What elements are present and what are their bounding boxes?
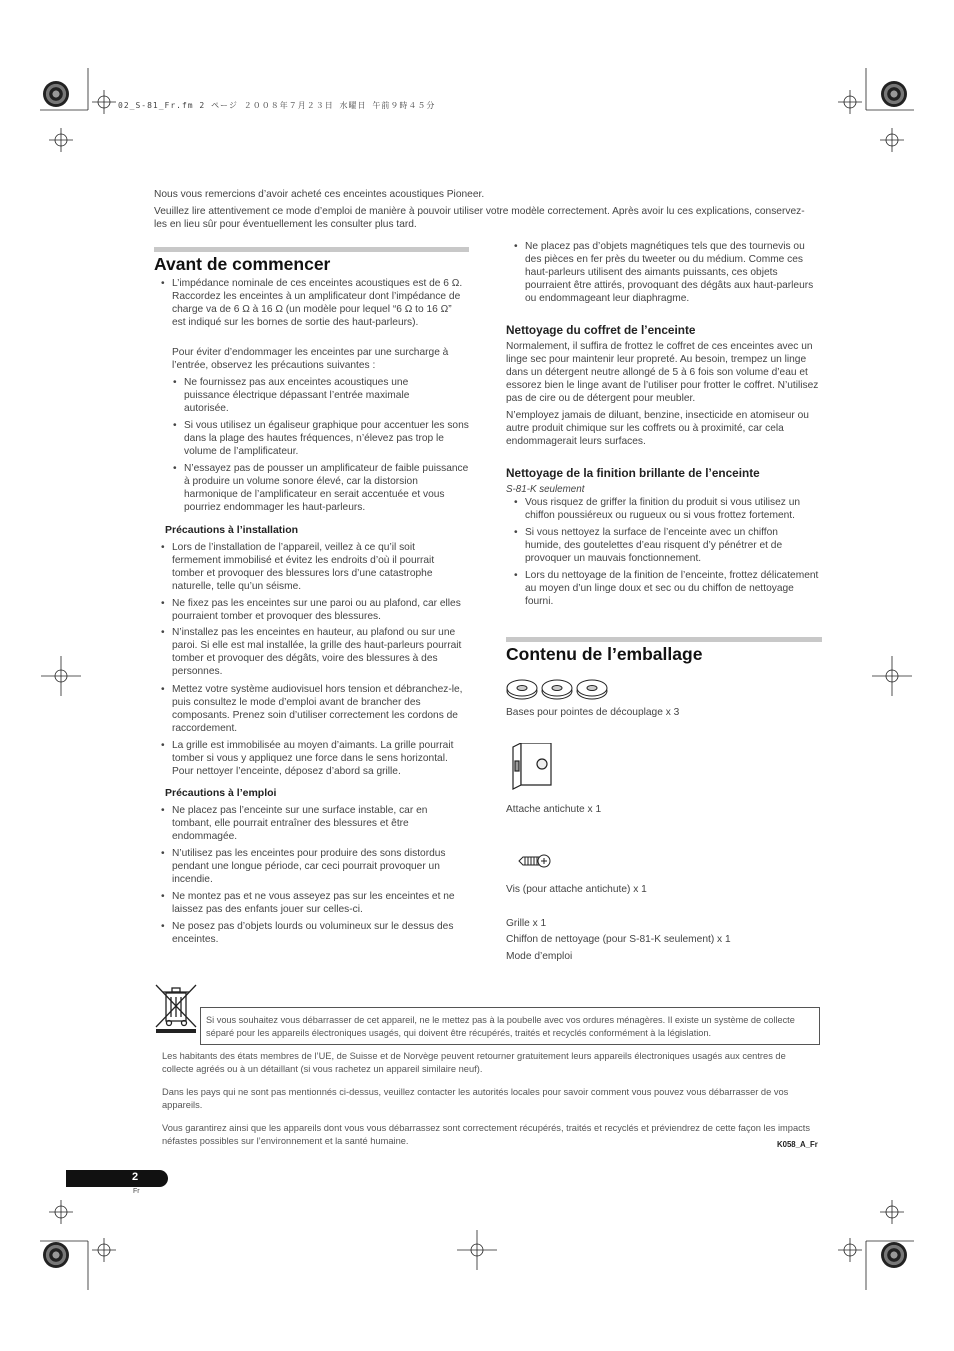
heading-gloss-cleaning: Nettoyage de la finition brillante de l’enceinte bbox=[506, 466, 760, 480]
section-title-contenu: Contenu de l’emballage bbox=[506, 644, 703, 664]
list-item-gloss-1: • Vous risquez de griffer la finition du produit si vous utilisez un chiffon poussiéreux ou rugueux ou si vous frottez fortement. bbox=[525, 496, 821, 522]
list-item-impedance: • L’impédance nominale de ces enceintes acoustiques est de 6 Ω. Raccordez les enceintes à un amplificateur dont l’impédance de charge va de 6 Ω à 16 Ω (un modèle pour lequel “6 Ω to 16 Ω” est indiqué sur les bornes de sortie des haut-parleurs). bbox=[172, 277, 468, 329]
list-item-use-2: • N’utilisez pas les enceintes pour produire des sons distordus pendant une longue période, car ceci pourrait provoquer un incendie. bbox=[172, 847, 470, 886]
list-item-use-4: • Ne posez pas d’objets lourds ou volumineux sur le dessus des enceintes. bbox=[172, 920, 470, 946]
heading-usage: Précautions à l’emploi bbox=[165, 787, 277, 799]
bracket-caption: Attache antichute x 1 bbox=[506, 804, 602, 815]
page-number: 2 bbox=[132, 1171, 139, 1183]
anti-fall-bracket-illustration bbox=[511, 743, 553, 791]
weee-notice-box bbox=[200, 1007, 820, 1045]
cabinet-cleaning-p2: N’employez jamais de diluant, benzine, insecticide en atomiseur ou autre produit chimique sur les coffrets ou à proximité, car cela endommagerait leurs surfaces. bbox=[506, 410, 809, 447]
list-item-sub-3: • N’essayez pas de pousser un amplificateur de faible puissance à produire un volume sonore élevé, car la distorsion harmonique de l’amplificateur en serait accentuée et vous pourriez endommager les haut-parleurs. bbox=[184, 462, 472, 514]
list-item-install-5: • La grille est immobilisée au moyen d’aimants. La grille pourrait tomber si vous y appliquez une force dans le sens horizontal. Pour nettoyer l’enceinte, déposez d’abord sa grille. bbox=[172, 739, 470, 778]
gloss-note: S-81-K seulement bbox=[506, 484, 585, 495]
page-number-tab bbox=[66, 1170, 168, 1187]
list-item-sub-1: • Ne fournissez pas aux enceintes acoustiques une puissance électrique dépassant l’entrée maximale autorisée. bbox=[184, 376, 454, 415]
cabinet-cleaning-p1: Normalement, il suffira de frottez le coffret de ces enceintes avec un linge sec pour maintenir leur propreté. Au besoin, trempez un linge dans un détergent neutre allongé de 5 à 6 fois son volume d’eau et essorez bien le linge avant de l’utiliser pour frotter le coffret. N’utilisez pas de cire ou de détergent pour meubler. bbox=[506, 341, 819, 404]
list-item-install-1: • Lors de l’installation de l’appareil, veillez à ce qu’il soit fermement immobilisé et évitez les endroits d’où il pourrait tomber et provoquer des blessures lors d’une catastrophe naturelle, telle qu’un séisme. bbox=[172, 541, 464, 593]
pads-caption: Bases pour pointes de découplage x 3 bbox=[506, 707, 680, 718]
heading-installation: Précautions à l’installation bbox=[165, 524, 299, 536]
grille-item: Grille x 1 bbox=[506, 918, 547, 929]
section-bar-right bbox=[506, 637, 822, 642]
list-item-use-1: • Ne placez pas l’enceinte sur une surface instable, car en tombant, elle pourrait entraîner des blessures et être endommagée. bbox=[172, 804, 464, 843]
list-item-install-4: • Mettez votre système audiovisuel hors tension et débranchez-le, puis consultez le mode d’emploi avant de brancher des composants. Prenez soin d’utiliser correctement les cordons de raccordement. bbox=[172, 683, 470, 735]
list-item-install-2: • Ne fixez pas les enceintes sur une paroi ou au plafond, car elles pourraient tomber et provoquer des blessures. bbox=[172, 597, 464, 623]
list-item-use-3: • Ne montez pas et ne vous asseyez pas sur les enceintes et ne laissez pas des enfants jouer sur celles-ci. bbox=[172, 890, 470, 916]
intro-thanks: Nous vous remercions d’avoir acheté ces enceintes acoustiques Pioneer. bbox=[154, 189, 485, 200]
weee-paragraph-2: Dans les pays qui ne sont pas mentionnés ci-dessus, veuillez contacter les autorités locales pour savoir comment vous pouvez vous débarrasser de vos appareils. bbox=[162, 1087, 789, 1110]
section-title-avant: Avant de commencer bbox=[154, 254, 331, 274]
print-header: 02_S-81_Fr.fm 2 ページ ２００８年７月２３日 水曜日 午前９時４５分 bbox=[118, 101, 436, 110]
impedance-note: Pour éviter d’endommager les enceintes par une surcharge à l’entrée, observez les précautions suivantes : bbox=[172, 347, 449, 371]
screw-caption: Vis (pour attache antichute) x 1 bbox=[506, 884, 647, 895]
list-item-gloss-3: • Lors du nettoyage de la finition de l’enceinte, frottez délicatement au moyen d’un linge doux et sec ou du chiffon de nettoyage fourni. bbox=[525, 569, 821, 608]
weee-paragraph-3: Vous garantirez ainsi que les appareils dont vous vous débarrassez sont correctement récupérés, traités et recyclés et préviendrez de cette façon les impacts néfastes possibles sur l’environnement et la santé humaine. bbox=[162, 1123, 811, 1146]
weee-notice-text: Si vous souhaitez vous débarrasser de cet appareil, ne le mettez pas à la poubelle avec vos ordures ménagères. Il existe un système de collecte séparé pour les appareils électroniques usagés, qui doivent être récupérés, traités et recyclés conformément à la législation. bbox=[206, 1015, 795, 1038]
list-item-sub-2: • Si vous utilisez un égaliseur graphique pour accentuer les sons dans la plage des hautes fréquences, n’élevez pas trop le volume de l’amplificateur. bbox=[184, 419, 469, 458]
list-item-gloss-2: • Si vous nettoyez la surface de l’enceinte avec un chiffon humide, des goutelettes d’eau risquent d’y pénétrer et de provoquer un mauvais fonctionnement. bbox=[525, 526, 815, 565]
weee-bin-icon bbox=[154, 983, 198, 1033]
cloth-item: Chiffon de nettoyage (pour S-81-K seulement) x 1 bbox=[506, 934, 731, 945]
intro-read-manual: Veuillez lire attentivement ce mode d’emploi de manière à pouvoir utiliser votre modèle correctement. Après avoir lu ces explications, conservez-les en lieu sûr pour éventuellement les consulter plus tard. bbox=[154, 206, 805, 230]
list-item-install-3: • N’installez pas les enceintes en hauteur, au plafond ou sur une paroi. Si elle est mal installée, la grille des haut-parleurs pourrait tomber et provoquer des dégâts, voire des blessures à des personnes. bbox=[172, 626, 470, 678]
manual-item: Mode d’emploi bbox=[506, 951, 573, 962]
spike-pads-illustration bbox=[506, 677, 610, 701]
weee-paragraph-1: Les habitants des états membres de l’UE, de Suisse et de Norvège peuvent retourner gratuitement leurs appareils électroniques usagés aux centres de collecte agréés ou à un détaillant (si vous rachetez un appareil similaire neuf). bbox=[162, 1051, 786, 1074]
page-language: Fr bbox=[133, 1188, 140, 1195]
screw-illustration bbox=[517, 852, 551, 870]
list-item-magnet: • Ne placez pas d’objets magnétiques tels que des tournevis ou des pièces en fer près du tweeter ou du médium. Comme ces haut-parleurs utilisent des aimants puissants, ces objets pourraient être attirés, provoquant des dégâts aux haut-parleurs ou endommageant leur diaphragme. bbox=[525, 240, 821, 305]
heading-cabinet-cleaning: Nettoyage du coffret de l’enceinte bbox=[506, 323, 696, 337]
section-bar-left bbox=[154, 247, 469, 252]
weee-code: K058_A_Fr bbox=[777, 1140, 818, 1149]
